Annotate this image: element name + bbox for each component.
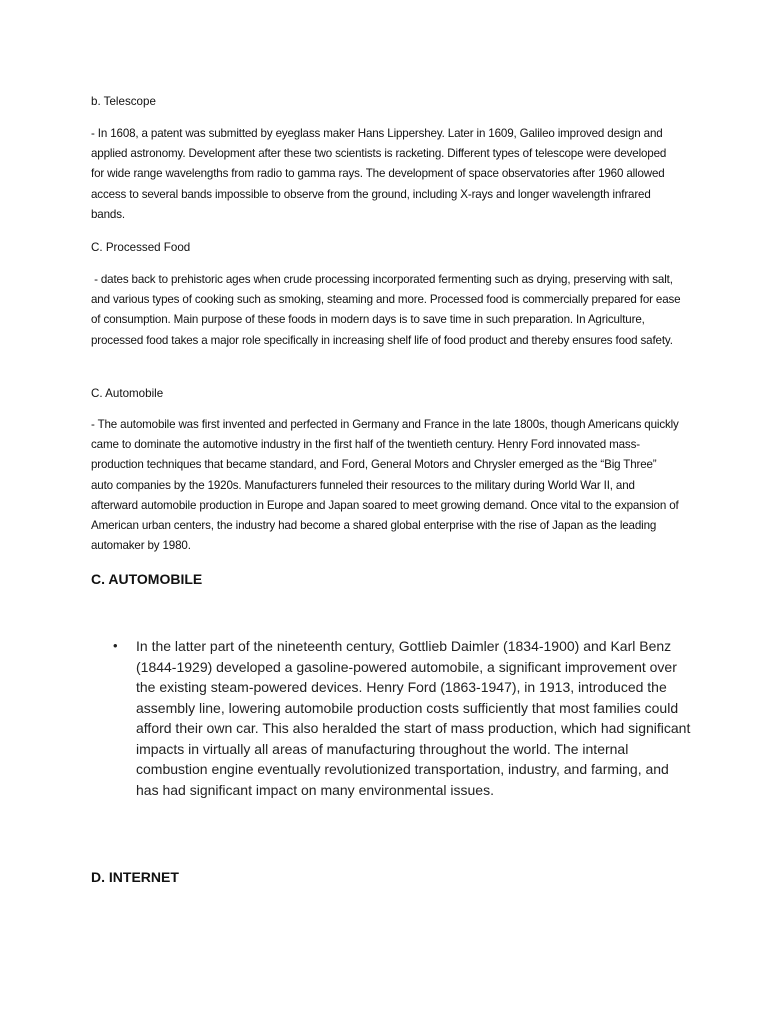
bullet-icon: • [113, 638, 118, 653]
telescope-paragraph: - In 1608, a patent was submitted by eyeglass maker Hans Lippershey. Later in 1609, Galileo improved design and applied astronomy. Development after these two scientists is racketing. Different types of telescope were developed for wide range wavelengths from radio to gamma rays. The development of space observatories after 1960 allowed access to several bands impossible to observe from the ground, including X-rays and longer wavelength infrared bands. [91, 127, 667, 221]
list-item [91, 636, 691, 800]
automobile-section-heading: C. AUTOMOBILE [91, 571, 203, 587]
automobile-heading: C. Automobile [91, 387, 164, 400]
bullet-text: In the latter part of the nineteenth century, Gottlieb Daimler (1834-1900) and Karl Benz (1844-1929) developed a gasoline-powered automobile, a significant improvement over the existing steam-powered devices. Henry Ford (1863-1947), in 1913, introduced the assembly line, lowering automobile production costs sufficiently that most families could afford their own car. This also heralded the start of mass production, which had significant impacts in virtually all areas of manufacturing throughout the world. The internal combustion engine eventually revolutionized transportation, industry, and farming, and has had significant impact on many environmental issues. [136, 638, 691, 798]
processed-food-heading: C. Processed Food [91, 241, 191, 254]
automobile-paragraph: - The automobile was first invented and perfected in Germany and France in the late 1800s, though Americans quickly came to dominate the automotive industry in the first half of the twentieth century. Henry Ford innovated mass-production techniques that became standard, and Ford, General Motors and Chrysler emerged as the “Big Three” auto companies by the 1920s. Manufacturers funneled their resources to the military during World War II, and afterward automobile production in Europe and Japan soared to meet growing demand. Once vital to the expansion of American urban centers, the industry had become a shared global enterprise with the rise of Japan as the leading automaker by 1980. [91, 418, 679, 553]
telescope-heading: b. Telescope [91, 95, 156, 108]
automobile-bullet-list [91, 636, 691, 800]
processed-food-paragraph: - dates back to prehistoric ages when crude processing incorporated fermenting such as drying, preserving with salt, and various types of cooking such as smoking, steaming and more. Processed food is commercially prepared for ease of consumption. Main purpose of these foods in modern days is to save time in such preparation. In Agriculture, processed food takes a major role specifically in increasing shelf life of food product and thereby ensures food safety. [91, 273, 684, 347]
internet-heading: D. INTERNET [91, 869, 179, 885]
